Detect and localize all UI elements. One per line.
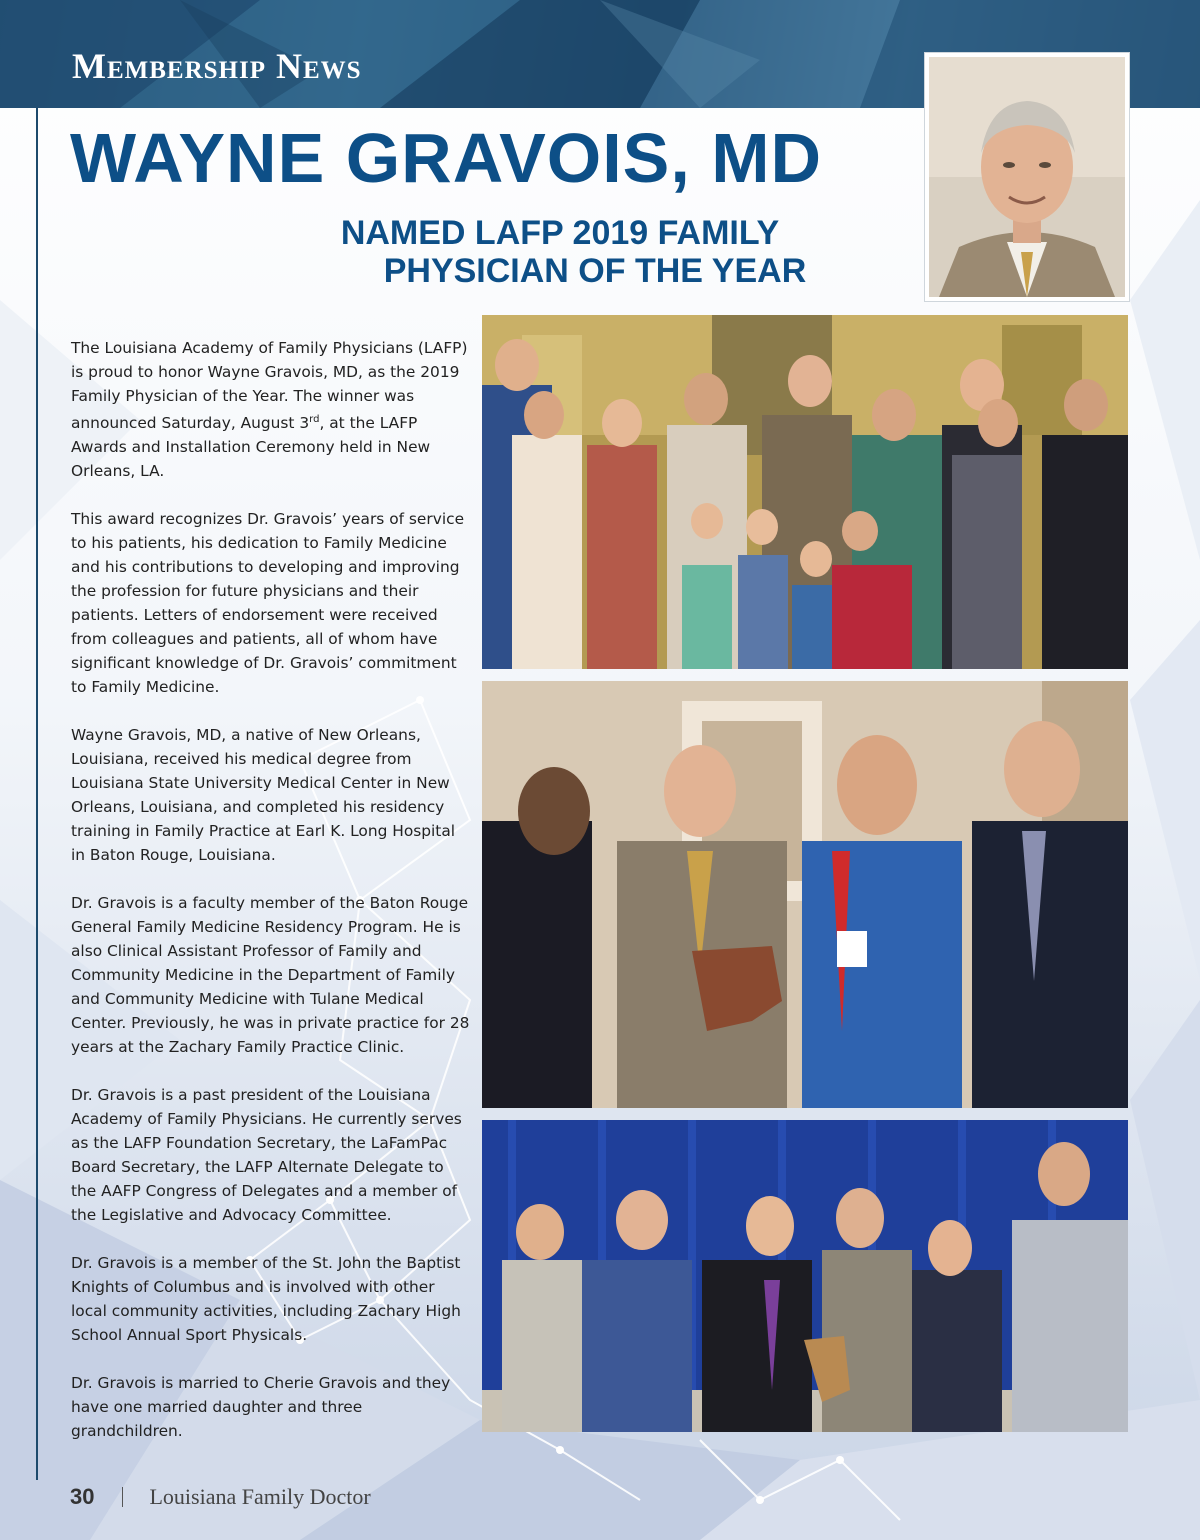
subhead-line-1: NAMED LAFP 2019 FAMILY <box>340 214 780 252</box>
paragraph-1 <box>71 336 471 483</box>
paragraph-2: This award recognizes Dr. Gravois’ years of service to his patients, his dedication to Family Medicine and his contributions to developing and improving the profession for future physicians and their patients. Letters of endorsement were received from colleagues and patients, all of whom have significant knowledge of Dr. Gravois’ commitment to Family Medicine. <box>71 510 465 697</box>
headline: WAYNE GRAVOIS, MD <box>70 119 823 197</box>
page-footer <box>70 1484 371 1510</box>
subhead <box>250 214 870 290</box>
section-label: Membership News <box>72 46 362 86</box>
paragraph-5: Dr. Gravois is a past president of the Louisiana Academy of Family Physicians. He currently serves as the LAFP Foundation Secretary, the LaFamPac Board Secretary, the LAFP Alternate Delegate to the AAFP Congress of Delegates and a member of the Legislative and Advocacy Committee. <box>71 1086 462 1225</box>
page-number: 30 <box>70 1484 95 1509</box>
article-body <box>71 336 471 1467</box>
subhead-line-2: PHYSICIAN OF THE YEAR <box>383 252 807 290</box>
left-rule <box>36 108 38 1480</box>
group-plaque-photo <box>482 1120 1128 1432</box>
magazine-name: Louisiana Family Doctor <box>149 1484 371 1509</box>
footer-divider <box>122 1487 123 1507</box>
award-presentation-photo <box>482 681 1128 1108</box>
paragraph-3: Wayne Gravois, MD, a native of New Orleans, Louisiana, received his medical degree from Louisiana State University Medical Center in New Orleans, Louisiana, and completed his residency training in Family Practice at Earl K. Long Hospital in Baton Rouge, Louisiana. <box>71 726 456 865</box>
portrait-photo <box>924 52 1130 302</box>
paragraph-4: Dr. Gravois is a faculty member of the Baton Rouge General Family Medicine Residency Program. He is also Clinical Assistant Professor of Family and Community Medicine in the Department of Family and Community Medicine with Tulane Medical Center. Previously, he was in private practice for 28 years at the Zachary Family Practice Clinic. <box>71 894 470 1057</box>
paragraph-7: Dr. Gravois is married to Cherie Gravois and they have one married daughter and three grandchildren. <box>71 1374 451 1441</box>
family-group-photo <box>482 315 1128 669</box>
paragraph-6: Dr. Gravois is a member of the St. John the Baptist Knights of Columbus and is involved with other local community activities, including Zachary High School Annual Sport Physicals. <box>71 1254 461 1345</box>
paragraph-1-text-b: , at the LAFP Awards and Installation Ceremony held in New Orleans, LA. <box>71 414 431 481</box>
paragraph-1-superscript: rd <box>309 414 320 425</box>
paragraph-1-text-a: The Louisiana Academy of Family Physicians (LAFP) is proud to honor Wayne Gravois, MD, as the 2019 Family Physician of the Year. The winner was announced Saturday, August 3 <box>71 339 468 433</box>
